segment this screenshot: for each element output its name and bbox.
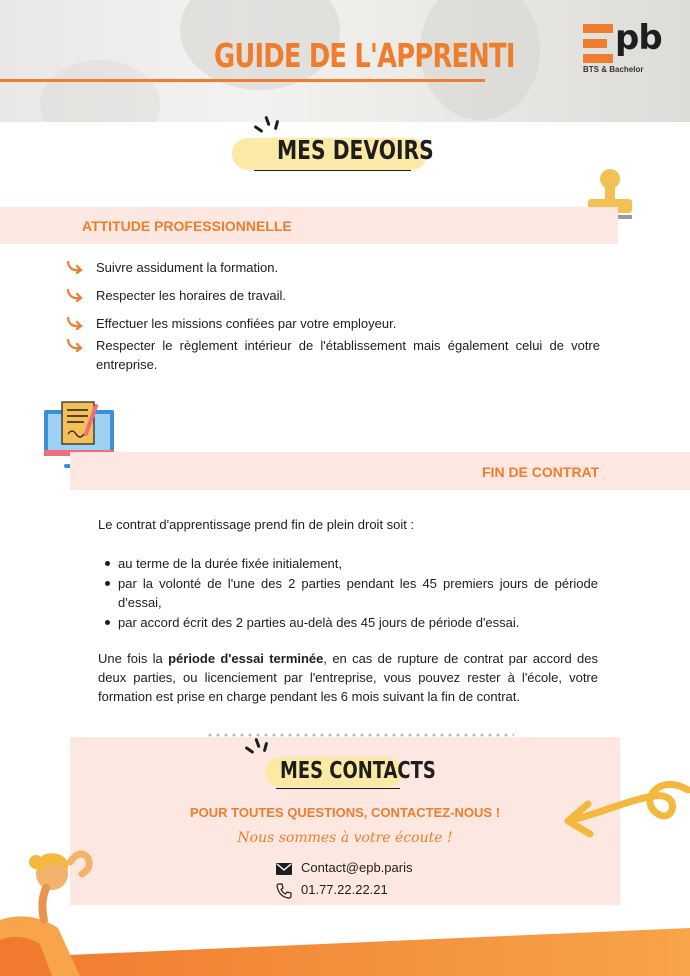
list-item: [66, 286, 600, 305]
list-item-text: Effectuer les missions confiées par votre employeur.: [96, 316, 397, 331]
sparkle-icon: [246, 738, 270, 758]
title-underline: [0, 79, 485, 82]
logo-wordmark: pb: [615, 18, 662, 58]
epb-logo: [583, 18, 673, 78]
logo-subtitle: BTS & Bachelor: [583, 65, 644, 74]
contacts-questions: POUR TOUTES QUESTIONS, CONTACTEZ-NOUS !: [189, 805, 501, 820]
contacts-title: MES CONTACTS: [280, 758, 436, 784]
contacts-tagline: Nous sommes à votre écoute !: [237, 830, 453, 846]
page-title: GUIDE DE L'APPRENTI: [214, 36, 515, 75]
devoirs-title: MES DEVOIRS: [277, 136, 434, 166]
list-item: [66, 336, 600, 374]
devoirs-underline: [254, 170, 411, 171]
attitude-label: ATTITUDE PROFESSIONNELLE: [82, 218, 292, 234]
curved-arrow-icon: [66, 260, 84, 274]
curly-arrow-icon: [558, 762, 690, 854]
curved-arrow-icon: [66, 338, 84, 352]
bullet-item: par accord écrit des 2 parties au-delà des 45 jours de période d'essai.: [98, 613, 598, 632]
logo-e-mark: [583, 24, 613, 64]
conclusion-start: Une fois la: [98, 651, 169, 666]
list-item-text: Respecter les horaires de travail.: [96, 288, 287, 303]
contact-phone-row: [276, 882, 388, 899]
devoirs-list: [66, 258, 600, 383]
sparkle-icon: [255, 116, 281, 138]
list-item: [66, 314, 600, 333]
phone-icon: [276, 883, 292, 899]
fin-contrat-bullets: [98, 554, 598, 633]
person-illustration: [0, 840, 110, 976]
envelope-icon: [276, 863, 292, 875]
fin-contrat-conclusion: [98, 649, 598, 706]
curved-arrow-icon: [66, 288, 84, 302]
list-item: [66, 258, 600, 277]
list-item-text: Respecter le règlement intérieur de l'établissement mais également celui de votre entreprise.: [96, 338, 600, 372]
fin-contrat-intro: Le contrat d'apprentissage prend fin de plein droit soit :: [98, 517, 415, 532]
bullet-item: au terme de la durée fixée initialement,: [98, 554, 598, 573]
contacts-underline: [276, 788, 400, 789]
contact-email[interactable]: Contact@epb.paris: [301, 860, 413, 875]
contact-phone[interactable]: 01.77.22.22.21: [301, 882, 388, 897]
conclusion-bold: période d'essai terminée: [168, 651, 324, 666]
conclusion-end: , en cas de rupture de contrat par accord des deux parties, ou licenciement par l'entreprise, vous pouvez rester à l'école, votre formation est prise en charge pendant les 6 mois suivant la fin de contrat.: [98, 651, 598, 704]
bullet-item: par la volonté de l'une des 2 parties pendant les 45 premiers jours de période d'essai,: [98, 574, 598, 612]
fin-contrat-label: FIN DE CONTRAT: [482, 464, 600, 480]
curved-arrow-icon: [66, 316, 84, 330]
list-item-text: Suivre assidument la formation.: [96, 260, 279, 275]
contact-email-row: [276, 860, 412, 875]
